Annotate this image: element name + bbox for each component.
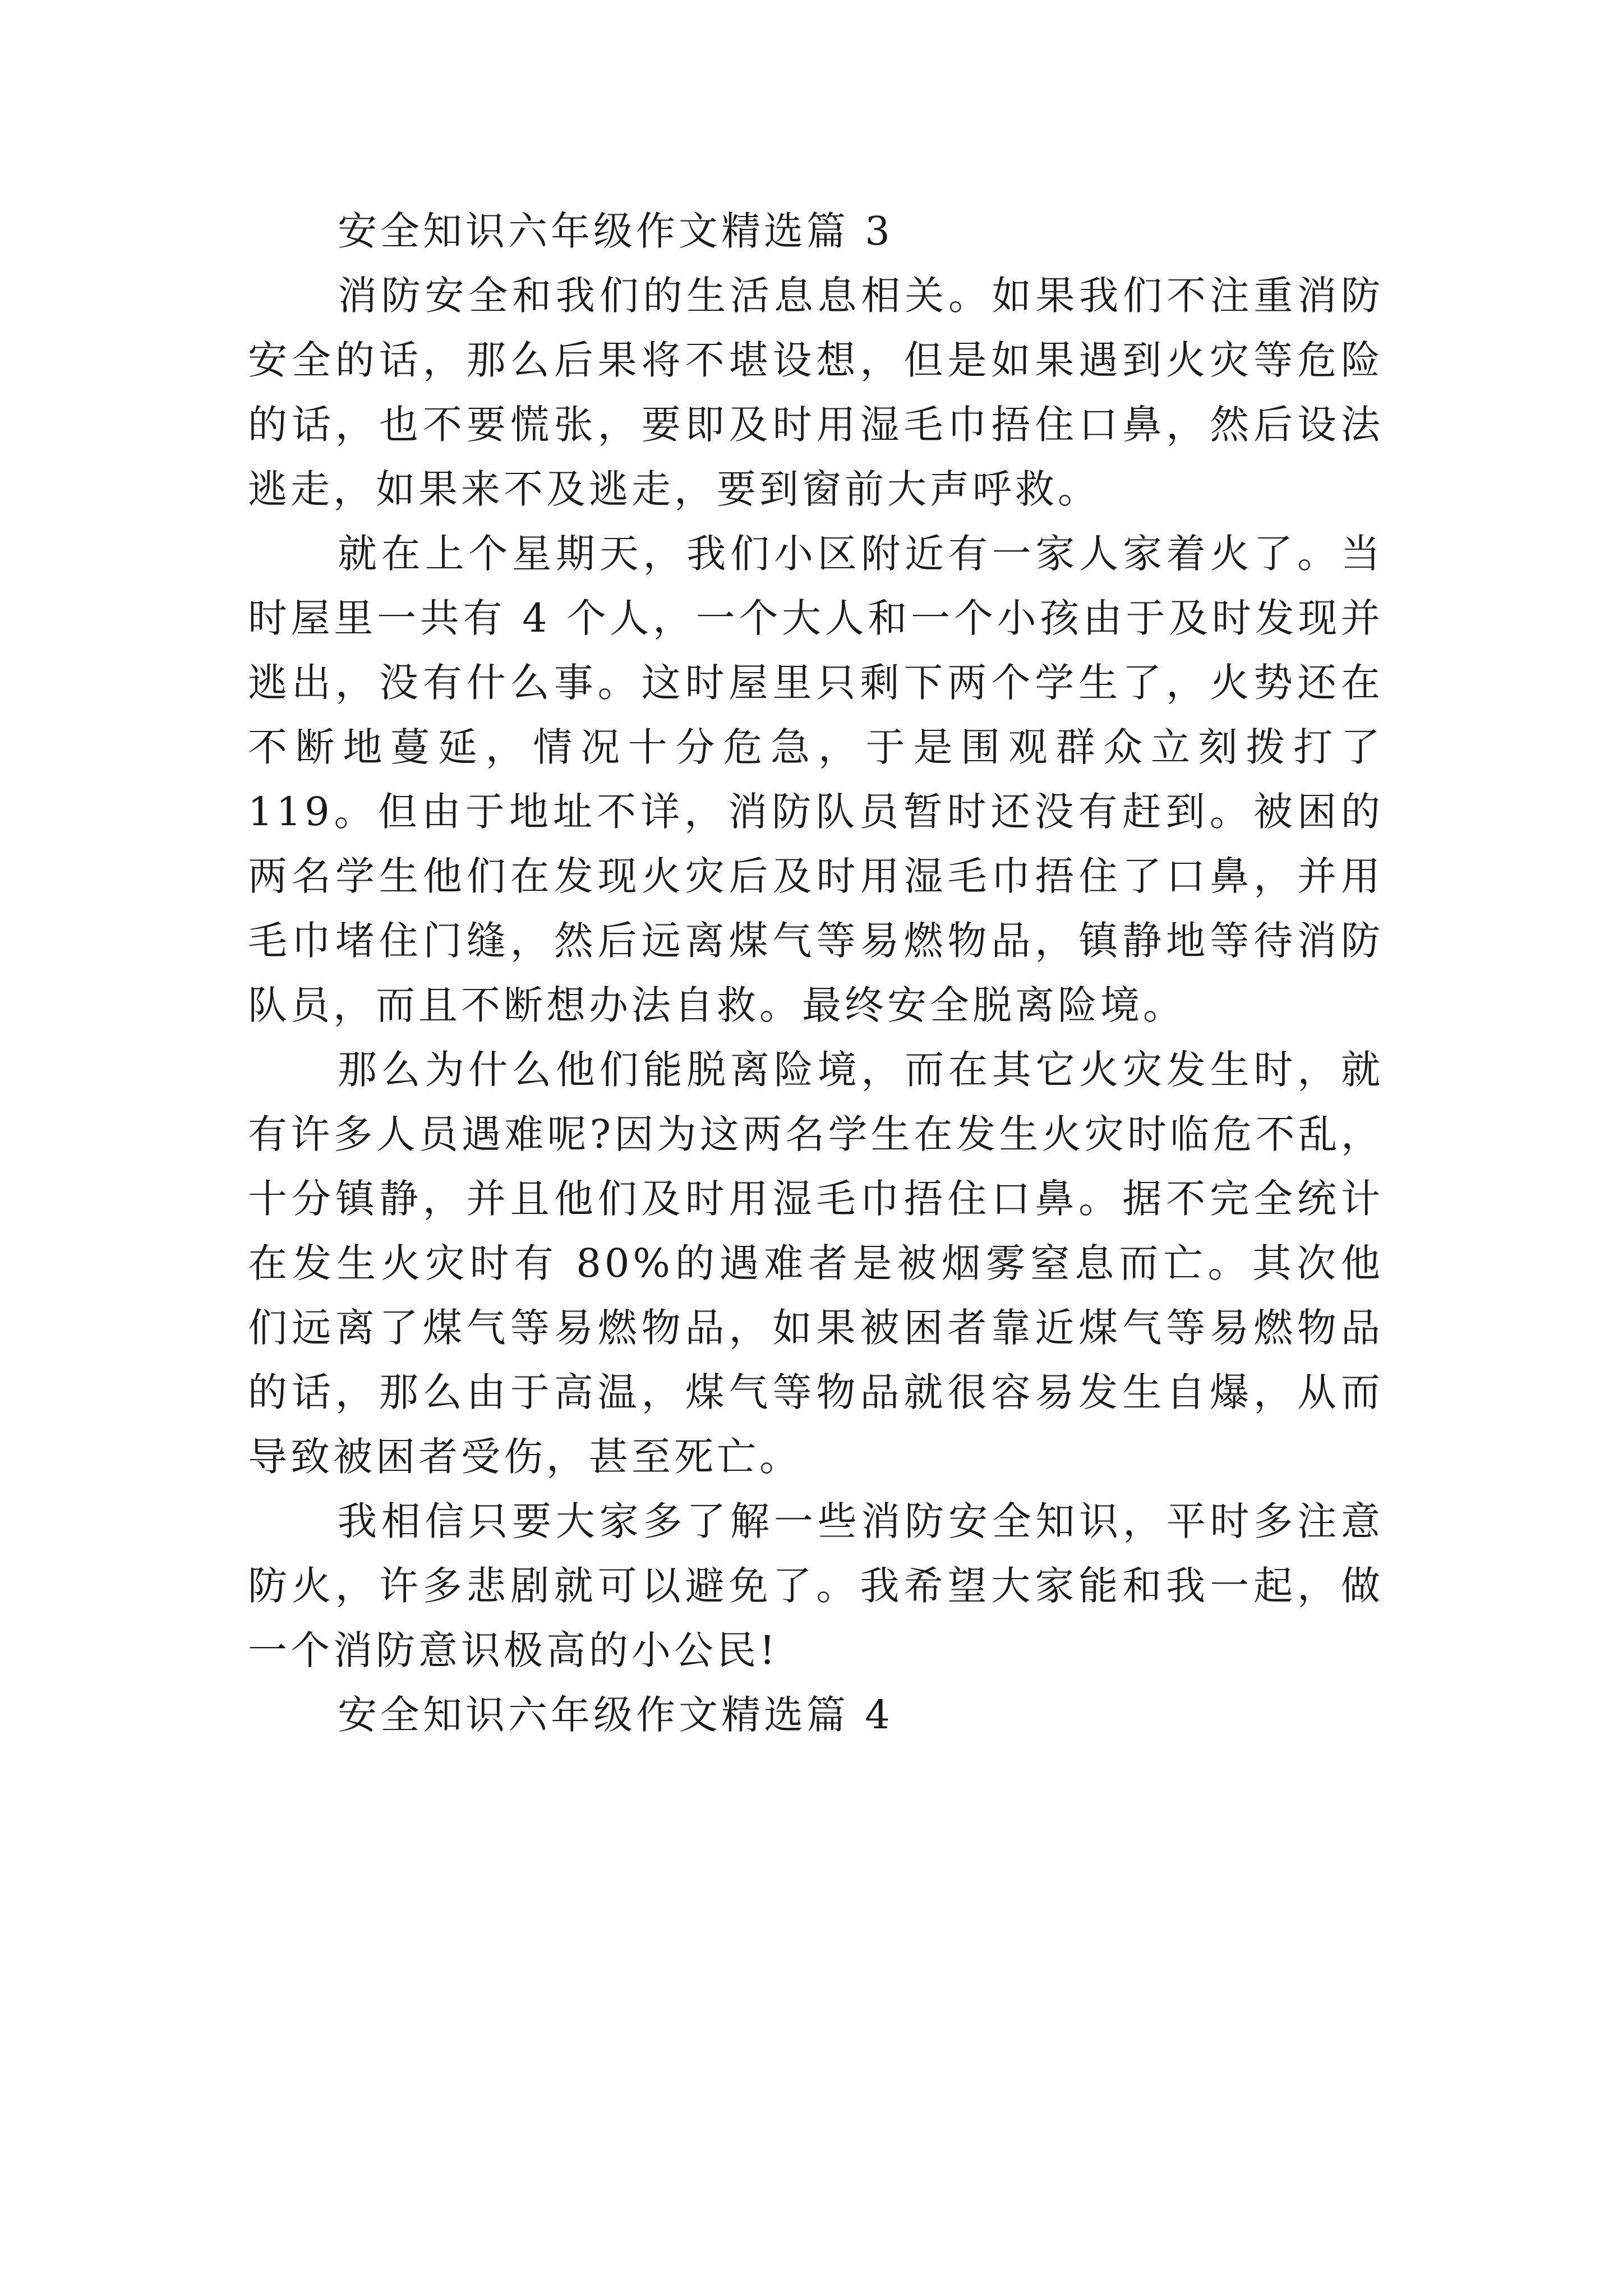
paragraph-2: 就在上个星期天，我们小区附近有一家人家着火了。当时屋里一共有 4 个人，一个大人和一个小孩由于及时发现并逃出，没有什么事。这时屋里只剩下两个学生了，火势还在不断地蔓延，情况十分危急，于是围观群众立刻拨打了 119。但由于地址不详，消防队员暂时还没有赶到。被困的两名学生他们在发现火灾后及时用湿毛巾捂住了口鼻，并用毛巾堵住门缝，然后远离煤气等易燃物品，镇静地等待消防队员，而且不断想办法自救。最终安全脱离险境。 — [248, 531, 1384, 1028]
section-heading-3: 安全知识六年级作文精选篇 3 — [338, 208, 893, 254]
paragraph-1: 消防安全和我们的生活息息相关。如果我们不注重消防安全的话，那么后果将不堪设想，但是如果遇到火灾等危险的话，也不要慌张，要即及时用湿毛巾捂住口鼻，然后设法逃走，如果来不及逃走，要到窗前大声呼救。 — [248, 273, 1384, 512]
paragraph-3: 那么为什么他们能脱离险境，而在其它火灾发生时，就有许多人员遇难呢?因为这两名学生在发生火灾时临危不乱，十分镇静，并且他们及时用湿毛巾捂住口鼻。据不完全统计在发生火灾时有 80%的遇难者是被烟雾窒息而亡。其次他们远离了煤气等易燃物品，如果被困者靠近煤气等易燃物品的话，那么由于高温，煤气等物品就很容易发生自爆，从而导致被困者受伤，甚至死亡。 — [248, 1047, 1384, 1480]
paragraph-4: 我相信只要大家多了解一些消防安全知识，平时多注意防火，许多悲剧就可以避免了。我希望大家能和我一起，做一个消防意识极高的小公民! — [248, 1498, 1384, 1673]
essay-body — [248, 199, 1384, 1747]
section-heading-4: 安全知识六年级作文精选篇 4 — [338, 1692, 893, 1738]
